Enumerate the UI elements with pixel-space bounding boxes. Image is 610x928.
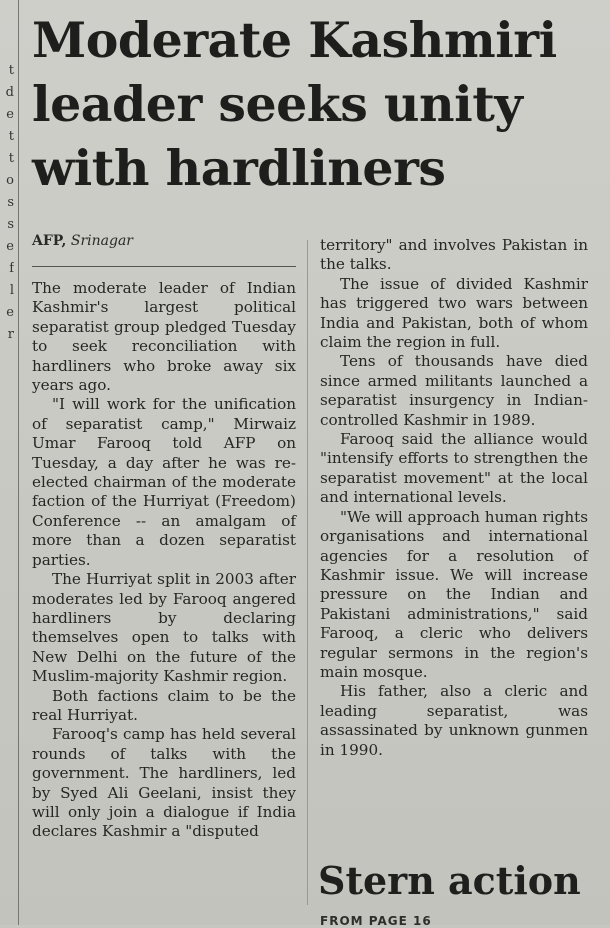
- column-divider: [307, 240, 308, 905]
- jump-line: FROM PAGE 16: [320, 914, 432, 928]
- paragraph: "I will work for the unification of separatist camp," Mirwaiz Umar Farooq told AFP on Tuesday, a day after he was re-elected chairman of the moderate faction of the Hurriyat (Freedom) Conference -- an amalgam of more than a dozen separatist parties.: [32, 395, 296, 569]
- paragraph: Tens of thousands have died since armed militants launched a separatist insurgency in Indian-controlled Kashmir in 1989.: [320, 352, 588, 429]
- paragraph: Both factions claim to be the real Hurriyat.: [32, 686, 296, 724]
- byline-agency: AFP,: [32, 233, 67, 249]
- paragraph: His father, also a cleric and leading separatist, was assassinated by unknown gunmen in 1990.: [320, 682, 588, 759]
- paragraph: Farooq's camp has held several rounds of talks with the government. The hardliners, led by Syed Ali Geelani, insist they will only join a dialogue if India declares Kashmir a "disputed: [32, 725, 296, 841]
- adjacent-column-edge: t d e t t o s s e f l e r: [5, 63, 14, 342]
- paragraph: The issue of divided Kashmir has triggered two wars between India and Pakistan, both of whom claim the region in full.: [320, 274, 588, 352]
- byline: [32, 233, 133, 249]
- paragraph: The Hurriyat split in 2003 after moderates led by Farooq angered hardliners by declaring themselves open to talks with New Delhi on the future of the Muslim-majority Kashmir region.: [32, 570, 296, 686]
- headline: Moderate Kashmiri leader seeks unity with hardliners: [32, 11, 557, 197]
- paragraph: Farooq said the alliance would "intensify efforts to strengthen the separatist movement" at the local and international levels.: [320, 430, 588, 507]
- byline-rule: [32, 266, 296, 267]
- article-column-2: [320, 236, 588, 760]
- paragraph: The moderate leader of Indian Kashmir's largest political separatist group pledged Tuesday to seek reconciliation with hardliners who broke away six years ago.: [32, 279, 296, 395]
- column-divider-left: [18, 0, 19, 925]
- paragraph: territory" and involves Pakistan in the talks.: [320, 236, 588, 274]
- article-column-1: [32, 279, 296, 842]
- byline-location: Srinagar: [70, 233, 133, 249]
- next-article-subhead: Stern action: [318, 858, 581, 903]
- paragraph: "We will approach human rights organisations and international agencies for a resolution of Kashmir issue. We will increase pressure on the Indian and Pakistani administrations," said Farooq, a cleric who delivers regular sermons in the region's main mosque.: [320, 507, 588, 681]
